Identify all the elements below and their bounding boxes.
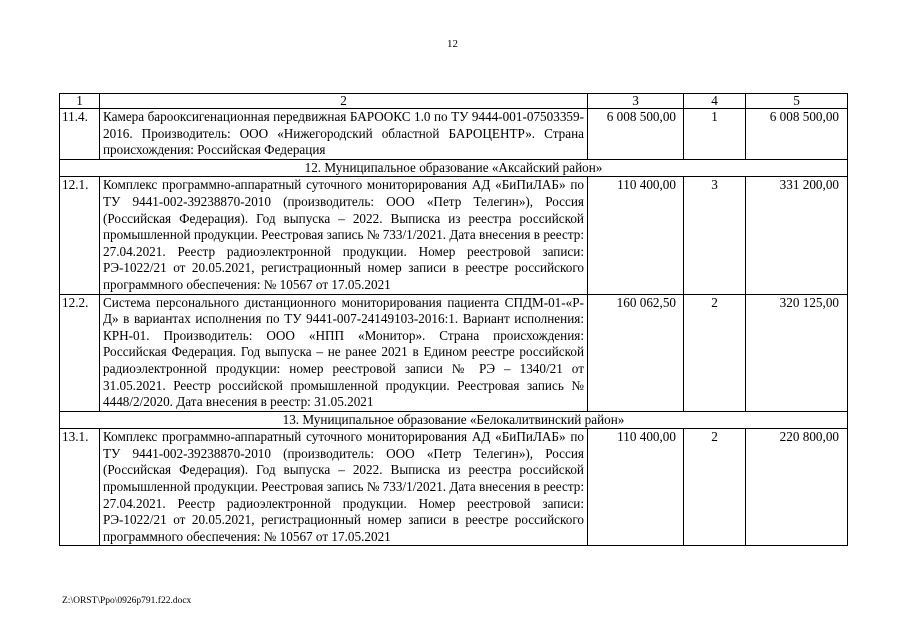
row-quantity: 1: [684, 109, 746, 160]
equipment-table: [59, 93, 848, 546]
row-total: 320 125,00: [746, 294, 848, 411]
row-price: 6 008 500,00: [588, 109, 684, 160]
column-header: 5: [746, 94, 848, 109]
page-number: 12: [447, 38, 458, 50]
row-description: Комплекс программно-аппаратный суточного мониторирования АД «БиПиЛАБ» по ТУ 9441-002-39238870-2010 (производитель: ООО «Петр Телегин»), Россия (Российская Федерация). Год выпуска – 2022. Выписка из реестра российской промышленной продукции. Реестровая запись № 733/1/2021. Дата внесения в реестр: 27.04.2021. Реестр радиоэлектронной продукции. Номер реестровой записи: РЭ-1022/21 от 20.05.2021, регистрационный номер записи в реестре российского программного обеспечения: № 10567 от 17.05.2021: [100, 177, 588, 294]
row-quantity: 3: [684, 177, 746, 294]
section-title-aksai: 12. Муниципальное образование «Аксайский район»: [60, 159, 848, 177]
row-description: Камера бароoксигенационная передвижная БАРООКС 1.0 по ТУ 9444-001-07503359-2016. Производитель: ООО «Нижегородский областной БАРОЦЕНТР». Страна происхождения: Российская Федерация: [100, 109, 588, 160]
row-total: 220 800,00: [746, 429, 848, 546]
column-header: 2: [100, 94, 588, 109]
section-row: [60, 411, 848, 429]
section-title-belokalitvinsky: 13. Муниципальное образование «Белокалитвинский район»: [60, 411, 848, 429]
row-price: 110 400,00: [588, 177, 684, 294]
row-description: Комплекс программно-аппаратный суточного мониторирования АД «БиПиЛАБ» по ТУ 9441-002-39238870-2010 (производитель: ООО «Петр Телегин»), Россия (Российская Федерация). Год выпуска – 2022. Выписка из реестра российской промышленной продукции. Реестровая запись № 733/1/2021. Дата внесения в реестр: 27.04.2021. Реестр радиоэлектронной продукции. Номер реестровой записи: РЭ-1022/21 от 20.05.2021, регистрационный номер записи в реестре российского программного обеспечения: № 10567 от 17.05.2021: [100, 429, 588, 546]
row-price: 160 062,50: [588, 294, 684, 411]
table-header-row: [60, 94, 848, 109]
row-number: 12.2.: [60, 294, 100, 411]
row-quantity: 2: [684, 429, 746, 546]
row-number: 13.1.: [60, 429, 100, 546]
row-number: 11.4.: [60, 109, 100, 160]
table-row: [60, 109, 848, 160]
section-row: [60, 159, 848, 177]
column-header: 4: [684, 94, 746, 109]
table-row: [60, 429, 848, 546]
row-number: 12.1.: [60, 177, 100, 294]
row-price: 110 400,00: [588, 429, 684, 546]
table-row: [60, 177, 848, 294]
row-description: Система персонального дистанционного мониторирования пациента СПДМ-01-«Р-Д» в вариантах исполнения по ТУ 9441-007-24149103-2016:1. Вариант исполнения: КРН-01. Производитель: ООО «НПП «Монитор». Страна происхождения: Российская Федерация. Год выпуска – не ранее 2021 в Едином реестре российской радиоэлектронной продукции: номер реестровой записи № РЭ – 1340/21 от 31.05.2021. Реестр российской промышленной продукции. Реестровая запись № 4448/2/2020. Дата внесения в реестр: 31.05.2021: [100, 294, 588, 411]
column-header: 1: [60, 94, 100, 109]
row-total: 6 008 500,00: [746, 109, 848, 160]
footer-file-path: Z:\ORST\Ppo\0926p791.f22.docx: [62, 596, 192, 606]
row-quantity: 2: [684, 294, 746, 411]
column-header: 3: [588, 94, 684, 109]
row-total: 331 200,00: [746, 177, 848, 294]
table-row: [60, 294, 848, 411]
